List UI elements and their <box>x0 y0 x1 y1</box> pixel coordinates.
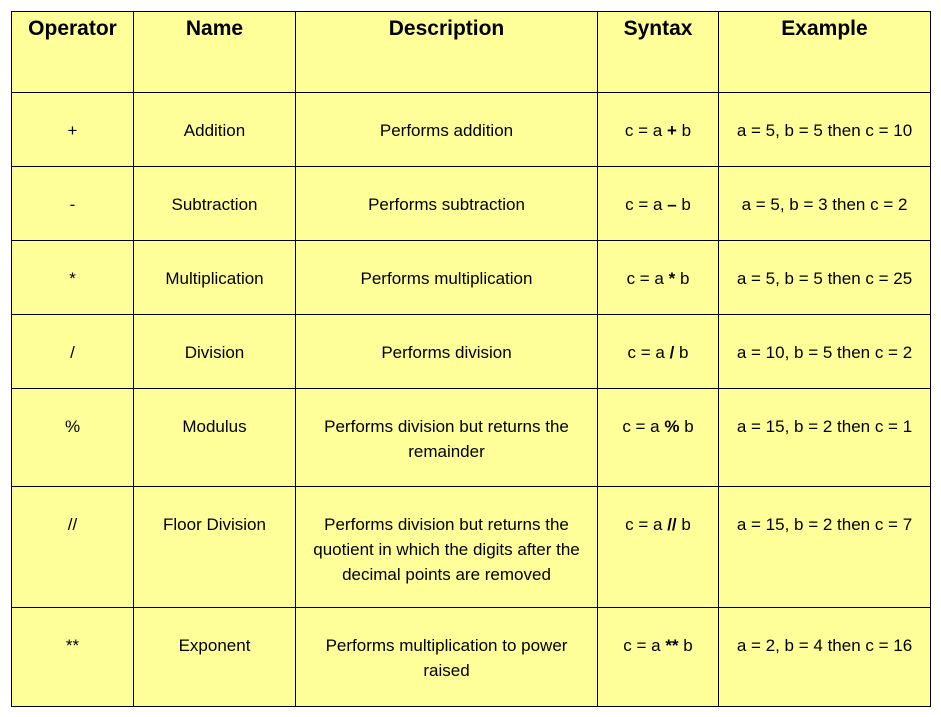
syntax-post: b <box>676 195 691 214</box>
syntax-operator: + <box>666 121 677 140</box>
syntax-pre: c = a <box>627 343 670 362</box>
syntax-operator: ** <box>665 636 679 655</box>
description-cell: Performs division but returns the quotient in which the digits after the decimal points are removed <box>296 487 598 608</box>
syntax-pre: c = a <box>622 417 665 436</box>
header-name: Name <box>134 12 296 93</box>
syntax-operator: * <box>668 269 676 288</box>
syntax-post: b <box>679 417 694 436</box>
syntax-operator: % <box>664 417 680 436</box>
name-cell: Addition <box>134 93 296 167</box>
syntax-cell <box>598 93 719 167</box>
operator-cell: - <box>12 167 134 241</box>
syntax-cell <box>598 608 719 707</box>
description-cell: Performs division <box>296 315 598 389</box>
description-cell: Performs division but returns the remainder <box>296 389 598 487</box>
syntax-post: b <box>676 515 691 534</box>
header-example: Example <box>719 12 931 93</box>
table-row <box>12 93 931 167</box>
syntax-pre: c = a <box>626 269 669 288</box>
example-cell: a = 2, b = 4 then c = 16 <box>719 608 931 707</box>
operator-cell: ** <box>12 608 134 707</box>
syntax-pre: c = a <box>625 515 668 534</box>
description-cell: Performs subtraction <box>296 167 598 241</box>
syntax-post: b <box>675 269 690 288</box>
description-cell: Performs multiplication <box>296 241 598 315</box>
description-cell: Performs multiplication to power raised <box>296 608 598 707</box>
name-cell: Multiplication <box>134 241 296 315</box>
name-cell: Modulus <box>134 389 296 487</box>
syntax-post: b <box>674 343 689 362</box>
syntax-operator: // <box>667 515 677 534</box>
table-row <box>12 389 931 487</box>
table-row <box>12 487 931 608</box>
syntax-operator: / <box>669 343 675 362</box>
example-cell: a = 5, b = 5 then c = 10 <box>719 93 931 167</box>
syntax-operator: – <box>667 195 677 214</box>
description-cell: Performs addition <box>296 93 598 167</box>
syntax-cell <box>598 389 719 487</box>
header-operator: Operator <box>12 12 134 93</box>
name-cell: Exponent <box>134 608 296 707</box>
operator-cell: + <box>12 93 134 167</box>
syntax-post: b <box>678 636 693 655</box>
syntax-cell <box>598 167 719 241</box>
name-cell: Floor Division <box>134 487 296 608</box>
header-description: Description <box>296 12 598 93</box>
table-row <box>12 167 931 241</box>
name-cell: Division <box>134 315 296 389</box>
example-cell: a = 5, b = 3 then c = 2 <box>719 167 931 241</box>
syntax-cell <box>598 241 719 315</box>
header-row <box>12 12 931 93</box>
name-cell: Subtraction <box>134 167 296 241</box>
syntax-pre: c = a <box>623 636 666 655</box>
syntax-cell <box>598 487 719 608</box>
operator-cell: % <box>12 389 134 487</box>
syntax-cell <box>598 315 719 389</box>
operator-cell: // <box>12 487 134 608</box>
example-cell: a = 5, b = 5 then c = 25 <box>719 241 931 315</box>
header-syntax: Syntax <box>598 12 719 93</box>
operator-cell: * <box>12 241 134 315</box>
operators-table <box>11 11 931 707</box>
example-cell: a = 15, b = 2 then c = 7 <box>719 487 931 608</box>
operator-cell: / <box>12 315 134 389</box>
syntax-post: b <box>676 121 692 140</box>
syntax-pre: c = a <box>624 121 667 140</box>
example-cell: a = 15, b = 2 then c = 1 <box>719 389 931 487</box>
example-cell: a = 10, b = 5 then c = 2 <box>719 315 931 389</box>
syntax-pre: c = a <box>625 195 668 214</box>
table-row <box>12 315 931 389</box>
table-row <box>12 241 931 315</box>
table-row <box>12 608 931 707</box>
